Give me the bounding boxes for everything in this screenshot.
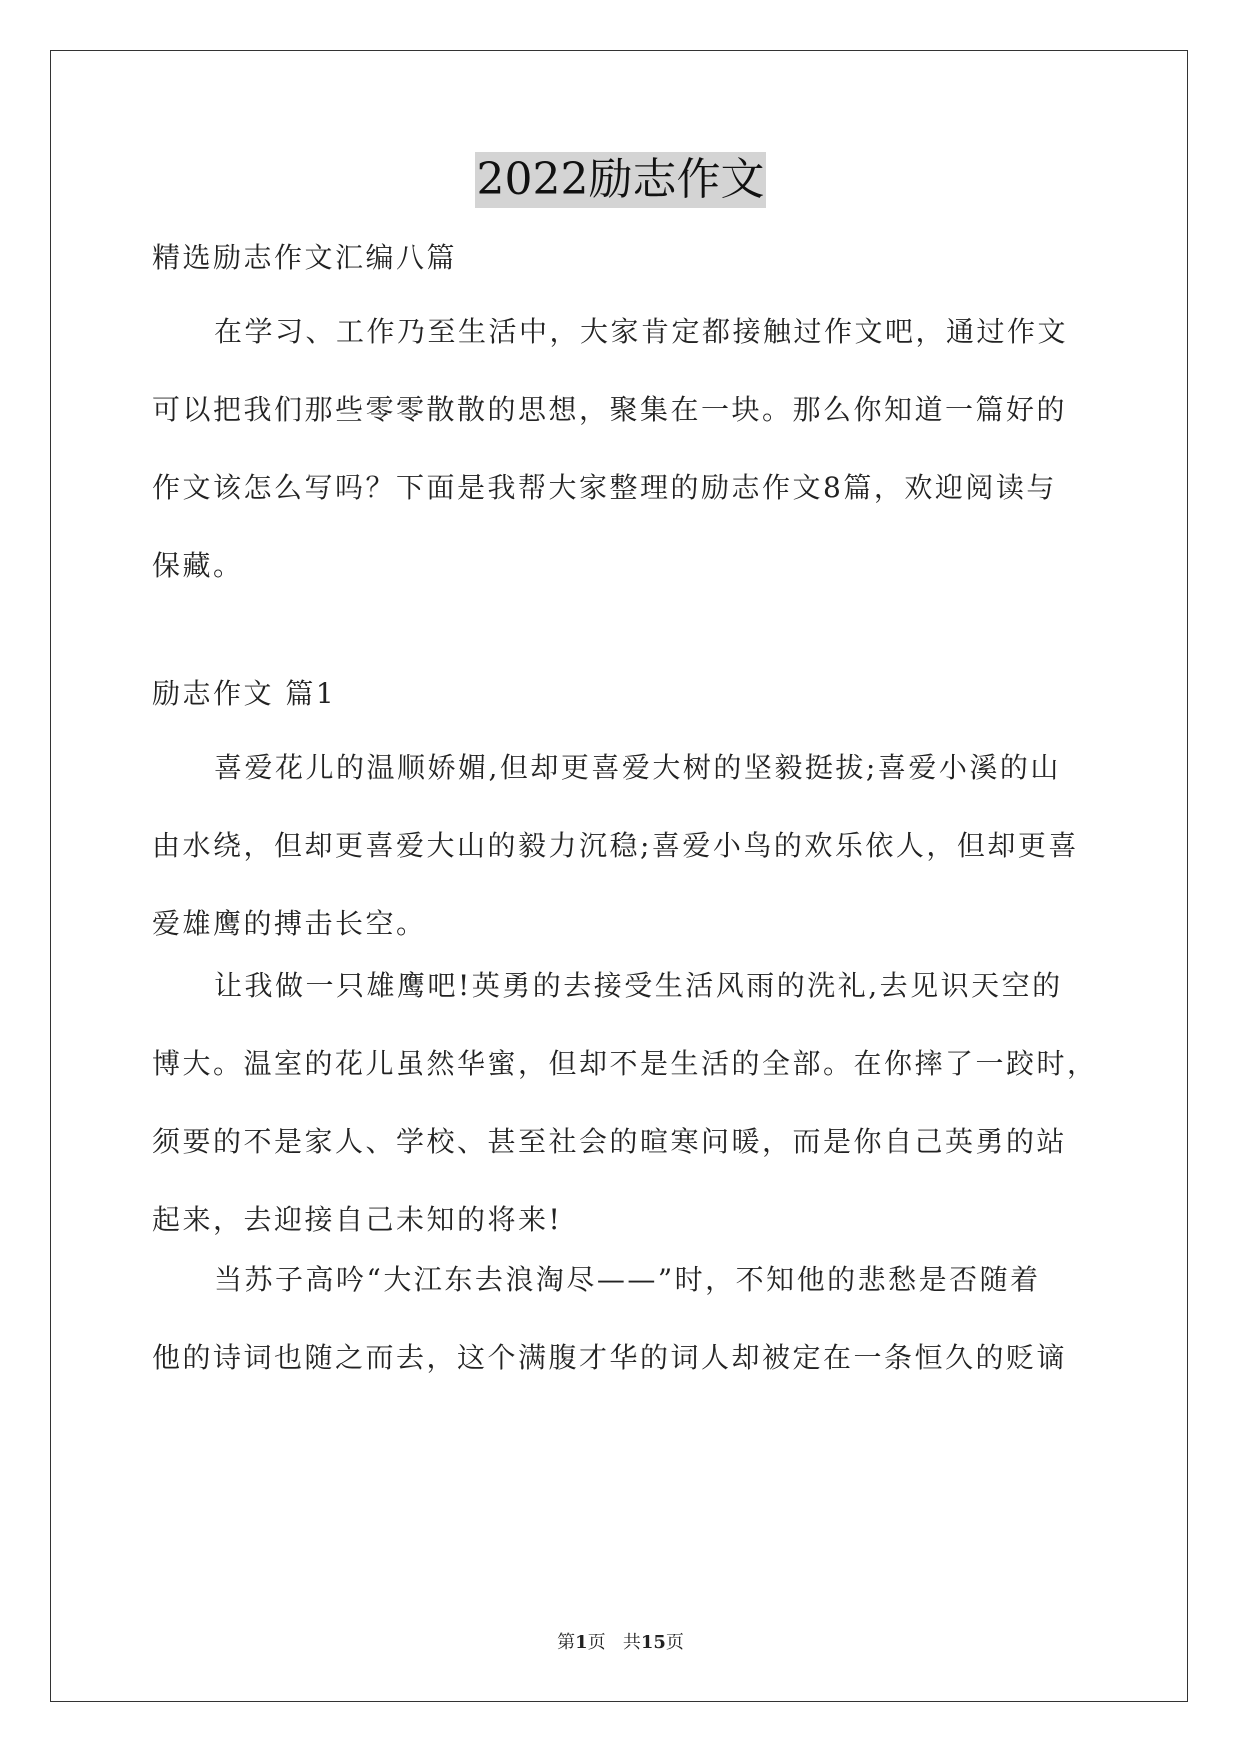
footer-total-prefix: 共 <box>622 1632 641 1653</box>
page-footer <box>0 1628 1241 1654</box>
paragraph-line: 起来，去迎接自己未知的将来! <box>152 1203 563 1236</box>
footer-page-suffix: 页 <box>587 1632 606 1653</box>
paragraph-line: 爱雄鹰的搏击长空。 <box>152 907 427 940</box>
paragraph-line: 喜爱花儿的温顺娇媚,但却更喜爱大树的坚毅挺拔;喜爱小溪的山 <box>214 751 1061 784</box>
paragraph-2 <box>152 947 1098 1259</box>
paragraph-line: 他的诗词也随之而去，这个满腹才华的词人却被定在一条恒久的贬谪 <box>152 1341 1068 1374</box>
intro-paragraph <box>152 293 1088 605</box>
paragraph-line: 在学习、工作乃至生活中，大家肯定都接触过作文吧，通过作文 <box>214 315 1069 348</box>
title-container <box>0 152 1241 208</box>
paragraph-line: 须要的不是家人、学校、甚至社会的暄寒问暖，而是你自己英勇的站 <box>152 1125 1068 1158</box>
paragraph-line: 保藏。 <box>152 549 244 582</box>
paragraph-line: 当苏子高吟“大江东去浪淘尽——”时，不知他的悲愁是否随着 <box>214 1263 1041 1296</box>
paragraph-3 <box>152 1241 1088 1397</box>
footer-page-number: 1 <box>575 1632 588 1653</box>
paragraph-line: 博大。温室的花儿虽然华蜜，但却不是生活的全部。在你摔了一跤时， <box>152 1047 1098 1080</box>
paragraph-1 <box>152 729 1088 963</box>
footer-total-suffix: 页 <box>665 1632 684 1653</box>
paragraph-line: 可以把我们那些零零散散的思想，聚集在一块。那么你知道一篇好的 <box>152 393 1068 426</box>
section-heading: 励志作文 篇1 <box>152 677 337 710</box>
paragraph-line: 作文该怎么写吗？下面是我帮大家整理的励志作文8篇，欢迎阅读与 <box>152 471 1057 504</box>
footer-total-pages: 15 <box>640 1632 666 1653</box>
paragraph-line: 让我做一只雄鹰吧!英勇的去接受生活风雨的洗礼,去见识天空的 <box>214 969 1063 1002</box>
paragraph-line: 由水绕，但却更喜爱大山的毅力沉稳;喜爱小鸟的欢乐依人，但却更喜 <box>152 829 1079 862</box>
footer-prefix: 第 <box>557 1632 576 1653</box>
document-subtitle: 精选励志作文汇编八篇 <box>152 241 458 274</box>
document-title: 2022励志作文 <box>475 152 767 208</box>
